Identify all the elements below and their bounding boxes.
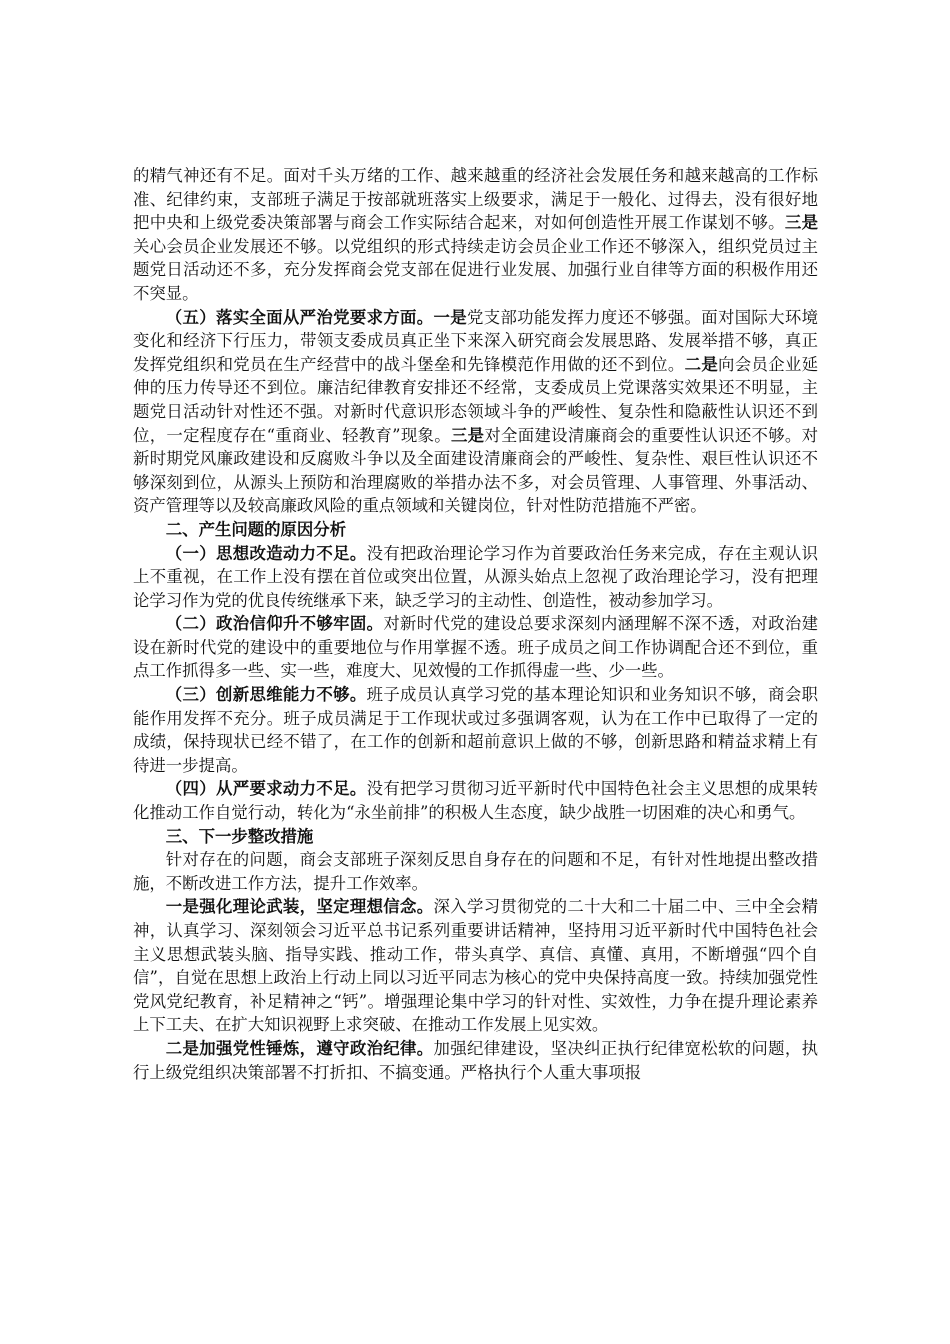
paragraph-spirit [133, 164, 818, 306]
measure-heading-1: 一是强化理论武装，坚定理想信念。 [165, 897, 434, 917]
bold-run: 三是 [784, 213, 819, 233]
heading-cause-analysis: 二、产生问题的原因分析 [165, 519, 347, 539]
text-run: 加强纪律建设，坚决纠正执行纪律宽松软的问题，执行上级党组织决策部署不打折扣、不搞变通。严格执行个人重大事项报 [133, 1038, 819, 1082]
text-run: 没有把政治理论学习作为首要政治任务来完成，存在主观认识上不重视，在工作上没有摆在首位或突出位置，从源头始点上忽视了政治理论学习，没有把理论学习作为党的优良传统继承下来，缺乏学习的主动性、创造性，被动参加学习。 [133, 543, 819, 610]
text-run: 向会员企业延伸的压力传导还不到位。廉洁纪律教育安排还不经常，支委成员上党课落实效果还不明显，主题党日活动针对性还不强。对新时代意识形态领域斗争的严峻性、复杂性和隐蔽性认识还不到位，一定程度存在“重商业、轻教育”现象。 [133, 354, 819, 445]
text-run: 的精气神还有不足。面对千头万绪的工作、越来越重的经济社会发展任务和越来越高的工作标准、纪律约束，支部班子满足于按部就班落实上级要求，满足于一般化、过得去，没有很好地把中央和上级党委决策部署与商会工作实际结合起来，对如何创造性开展工作谋划不够。 [133, 166, 818, 233]
paragraph-measure-2 [133, 1037, 818, 1084]
cause-heading-2: （二）政治信仰升不够牢固。 [165, 614, 384, 634]
paragraph-cause-2 [133, 612, 818, 683]
bold-run: 二是 [684, 354, 719, 374]
text-run: 深入学习贯彻党的二十大和二十届二中、三中全会精神，认真学习、深刻领会习近平总书记系列重要讲话精神，坚持用习近平新时代中国特色社会主义思想武装头脑、指导实践、推动工作，带头真学、真信、真懂、真用，不断增强“四个自信”，自觉在思想上政治上行动上同以习近平同志为核心的党中央保持高度一致。持续加强党性党风党纪教育，补足精神之“钙”。增强理论集中学习的针对性、实效性，力争在提升理论素养上下工夫、在扩大知识视野上求突破、在推动工作发展上见实效。 [133, 897, 819, 1035]
paragraph-cause-1 [133, 542, 818, 613]
measure-heading-2: 二是加强党性锤炼，遵守政治纪律。 [165, 1038, 434, 1058]
document-page [133, 164, 818, 1084]
cause-heading-4: （四）从严要求动力不足。 [165, 779, 367, 799]
heading-next-steps: 三、下一步整改措施 [165, 826, 314, 846]
text-run: 班子成员认真学习党的基本理论知识和业务知识不够，商会职能作用发挥不充分。班子成员满足于工作现状或过多强调客观，认为在工作中已取得了一定的成绩，保持现状已经不错了，在工作的创新和超前意识上做的不够，创新思路和精益求精上有待进一步提高。 [133, 685, 819, 775]
text-run: 对全面建设清廉商会的重要性认识还不够。对新时期党风廉政建设和反腐败斗争以及全面建设清廉商会的严峻性、复杂性、艰巨性认识还不够深刻到位，从源头上预防和治理腐败的举措办法不多，对会员管理、人事管理、外事活动、资产管理等以及较高廉政风险的重点领域和关键岗位，针对性防范措施不严密。 [133, 425, 819, 516]
paragraph-cause-4 [133, 777, 818, 824]
text-run: 对新时代党的建设总要求深刻内涵理解不深不透，对政治建设在新时代党的建设中的重要地位与作用掌握不透。班子成员之间工作协调配合还不到位，重点工作抓得多一些、实一些，难度大、见效慢的工作抓得虚一些、少一些。 [133, 614, 818, 681]
paragraph-measure-1 [133, 895, 818, 1037]
cause-heading-1: （一）思想改造动力不足。 [165, 543, 367, 563]
paragraph-next-steps-intro: 针对存在的问题，商会支部班子深刻反思自身存在的问题和不足，有针对性地提出整改措施，不断改进工作方法，提升工作效率。 [133, 850, 818, 893]
text-run: 关心会员企业发展还不够。以党组织的形式持续走访会员企业工作还不够深入，组织党员过主题党日活动还不多，充分发挥商会党支部在促进行业发展、加强行业自律等方面的积极作用还不突显。 [133, 236, 818, 303]
text-run: 党支部功能发挥力度还不够强。面对国际大环境变化和经济下行压力，带领支委成员真正坐下来深入研究商会发展思路、发展举措不够，真正发挥党组织和党员在生产经营中的战斗堡垒和先锋模范作用做的还不到位。 [133, 307, 819, 374]
cause-heading-3: （三）创新思维能力不够。 [165, 685, 367, 705]
paragraph-cause-3 [133, 683, 818, 777]
section-heading-5: （五）落实全面从严治党要求方面。一是 [165, 307, 467, 327]
paragraph-section-5 [133, 306, 818, 518]
bold-run: 三是 [450, 425, 485, 445]
text-run: 没有把学习贯彻习近平新时代中国特色社会主义思想的成果转化推动工作自觉行动，转化为“永坐前排”的积极人生态度，缺少战胜一切困难的决心和勇气。 [133, 779, 819, 823]
